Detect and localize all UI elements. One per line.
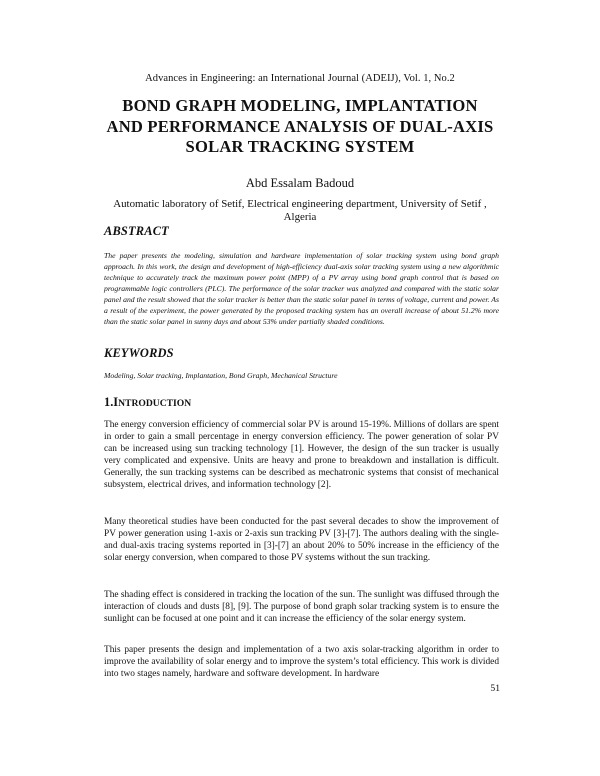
intro-paragraph-4: This paper presents the design and implementation of a two axis solar-tracking algorithm in order to improve the availability of solar energy and to improve the system’s total efficiency. This work is divided into two stages namely, hardware and software development. In hardware (104, 645, 499, 679)
journal-header: Advances in Engineering: an International Journal (ADEIJ), Vol. 1, No.2 (145, 73, 455, 84)
title-line-3: SOLAR TRACKING SYSTEM (185, 137, 415, 156)
section-number: 1. (104, 395, 114, 409)
keywords-heading: KEYWORDS (104, 346, 174, 360)
section-heading-introduction (104, 395, 191, 410)
paper-title (60, 96, 540, 158)
title-line-2: AND PERFORMANCE ANALYSIS OF DUAL-AXIS (106, 116, 494, 136)
title-line-1: BOND GRAPH MODELING, IMPLANTATION (122, 96, 478, 115)
abstract-text: The paper presents the modeling, simulation and hardware implementation of solar tracking system using bond graph approach. In this work, the design and development of high-efficiency dual-axis solar tracking system using a new algorithmic technique to accurately track the maximum power point (MPP) of a PV array using bond graph control that is based on programmable logic controllers (PLC). The performance of the solar tracker was analyzed and compared with the static solar panel and the result showed that the solar tracker is better than the static solar panel in terms of voltage, current and power. As a result of the experiment, the power generated by the proposed tracking system has an overall increase of about 51.2% more than the static solar panel in sunny days and about 53% under partially shaded conditions. (104, 251, 499, 327)
intro-paragraph-1: The energy conversion efficiency of commercial solar PV is around 15-19%. Millions of dollars are spent in order to gain a small percentage in energy conversion efficiency. The power generation of solar PV can be increased using sun tracking technology [1]. However, the design of the sun tracker is usually very complicated and expensive. Units are heavy and prone to breakdown and installation is difficult. Generally, the sun tracking systems can be described as mechatronic systems that consist of mechanical subsystem, electrical drives, and information technology [2]. (104, 420, 499, 490)
author-affiliation: Automatic laboratory of Setif, Electrical engineering department, University of Setif , Algeria (113, 198, 487, 223)
abstract-heading: ABSTRACT (104, 224, 169, 238)
author-name: Abd Essalam Badoud (245, 176, 355, 190)
page-number: 51 (490, 683, 500, 694)
section-title-rest: NTRODUCTION (118, 398, 192, 409)
section-initial: I (113, 395, 119, 409)
intro-paragraph-3: The shading effect is considered in tracking the location of the sun. The sunlight was diffused through the interaction of clouds and dusts [8], [9]. The purpose of bond graph solar tracking system is to ensure the sunlight can be focused at one point and it can increase the efficiency of the solar energy system. (104, 590, 499, 624)
keywords-text: Modeling, Solar tracking, Implantation, Bond Graph, Mechanical Structure (104, 371, 338, 380)
intro-paragraph-2: Many theoretical studies have been conducted for the past several decades to show the improvement of PV power generation using 1-axis or 2-axis sun tracking PV [3]-[7]. The authors dealing with the single- and dual-axis tracing systems reported in [3]-[7] an about 20% to 50% increase in the efficiency of the solar energy conversion, when compared to those PV systems without the sun tracking. (104, 517, 499, 563)
